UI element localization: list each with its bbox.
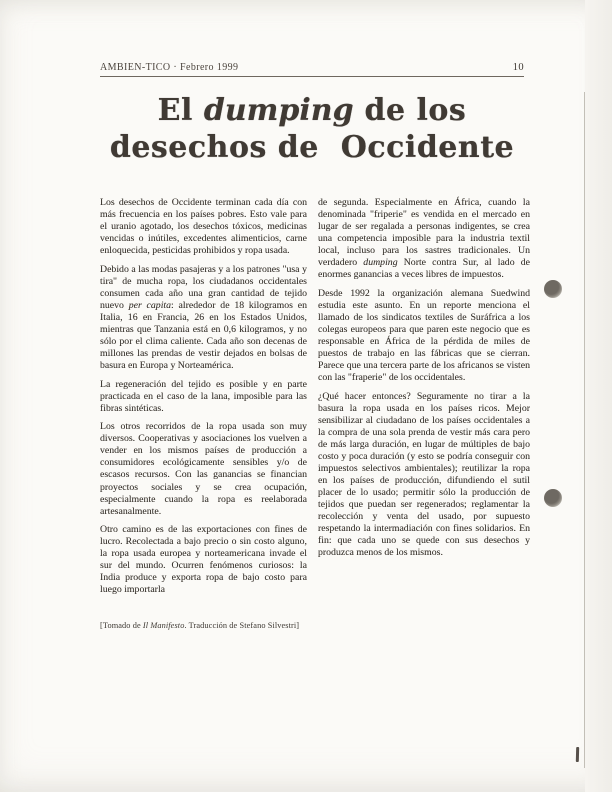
source-credit: [Tomado de Il Manifesto. Traducción de Stefano Silvestri] xyxy=(100,621,300,630)
page-edge-line xyxy=(584,92,585,768)
article-column-right xyxy=(318,197,530,566)
page-number: 10 xyxy=(512,62,524,73)
paragraph: Desde 1992 la organización alemana Suedwind estudia este asunto. En un reporte menciona el llamado de los sindicatos textiles de Suráfrica a los colegas europeos para que paren este negocio que es responsable en África de la pérdida de miles de puestos de trabajo en las fábricas que se cierran. Parece que una tercera parte de los africanos se visten con las "fraperie" de los occidentales. xyxy=(318,287,530,384)
paragraph: ¿Qué hacer entonces? Seguramente no tirar a la basura la ropa usada en los países ricos. Mejor sensibilizar al ciudadano de los países occidentales a la compra de una sola prenda de vestir más cara pero de más larga duración, en lugar de múltiples de bajo costo y poca duración (y esto se podría conseguir con impuestos selectivos ambientales); reutilizar la ropa en los países de producción, difundiendo el sutil placer de lo usado; permitir sólo la producción de tejidos que puedan ser regenerados; reglamentar la recolección y venta del usado, por supuesto respetando la intermadiación con fines solidarios. En fin: que cada uno se quede con sus desechos y produzca menos de los mismos. xyxy=(318,390,530,559)
binder-hole-shadow-bottom xyxy=(544,489,562,507)
paragraph: La regeneración del tejido es posible y en parte practicada en el caso de la lana, imposible para las fibras sintéticas. xyxy=(100,378,307,414)
article-title-line1: El dumping de los xyxy=(157,93,467,128)
page-header xyxy=(100,62,524,77)
ink-mark xyxy=(576,747,579,762)
paragraph: Debido a las modas pasajeras y a los patrones "usa y tira" de mucha ropa, los ciudadanos occidentales consumen cada año una gran cantidad de tejido nuevo per capita: alrededor de 18 kilogramos en Italia, 16 en Francia, 26 en los Estados Unidos, mientras que Tanzania está en 0,6 kilogramos, y no sólo por el clima caliente. Cada año son decenas de millones las prendas de vestir dejados en bolsas de basura en Europa y Norteamérica. xyxy=(100,263,307,372)
scan-edge-strip xyxy=(585,0,612,792)
article-column-left xyxy=(100,197,307,603)
journal-name-date: AMBIEN-TICO · Febrero 1999 xyxy=(100,62,239,73)
paragraph: Otro camino es de las exportaciones con fines de lucro. Recolectada a bajo precio o sin costo alguno, la ropa usada europea y norteamericana invade el sur del mundo. Ocurren fenómenos curiosos: la India produce y exporta ropa de bajo costo para luego importarla xyxy=(100,524,307,596)
paragraph: Los otros recorridos de la ropa usada son muy diversos. Cooperativas y asociaciones los vuelven a vender en los mismos países de producción a consumidores ecológicamente sensibles y/o de escasos recursos. Con las ganancias se financian proyectos sociales y se crea ocupación, especialmente cuando la ropa es reelaborada artesanalmente. xyxy=(100,421,307,517)
article-title-line2: desechos de Occidente xyxy=(109,130,515,165)
binder-hole-shadow-top xyxy=(544,280,562,298)
paragraph: de segunda. Especialmente en África, cuando la denominada "friperie" es vendida en el mercado en lugar de ser regalada a personas indigentes, se crea una competencia imposible para la industria textil local, incluso para los sastres tradicionales. Un verdadero dumping Norte contra Sur, al lado de enormes ganancias a veces libres de impuestos. xyxy=(318,197,530,281)
paragraph: Los desechos de Occidente terminan cada día con más frecuencia en los países pobres. Esto vale para el uranio agotado, los desechos tóxicos, medicinas vencidas o inútiles, excedentes alimenticios, carne enloquecida, pesticidas prohibidos y ropa usada. xyxy=(100,197,307,257)
article-title xyxy=(84,92,540,166)
